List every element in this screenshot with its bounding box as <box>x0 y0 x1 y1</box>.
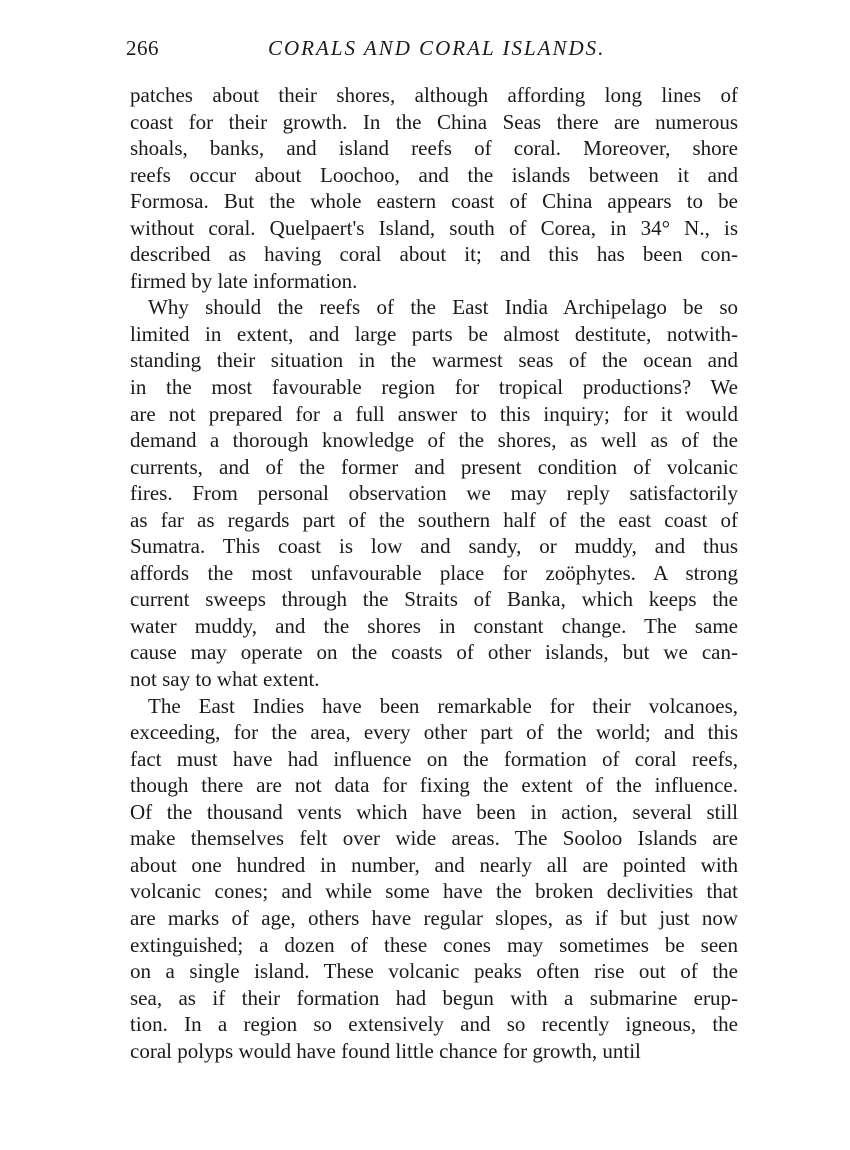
text-line: current sweeps through the Straits of Banka, which keeps the <box>130 587 738 612</box>
text-line: Formosa. But the whole eastern coast of China appears to be <box>130 189 738 214</box>
running-head <box>126 36 738 66</box>
text-line: exceeding, for the area, every other part of the world; and this <box>130 720 738 745</box>
text-line: tion. In a region so extensively and so recently igneous, the <box>130 1012 738 1037</box>
text-line: Of the thousand vents which have been in action, several still <box>130 799 738 824</box>
page-number: 266 <box>126 36 159 60</box>
text-line: as far as regards part of the southern half of the east coast of <box>130 507 738 532</box>
text-line: about one hundred in number, and nearly all are pointed with <box>130 852 738 877</box>
text-line: without coral. Quelpaert's Island, south of Corea, in 34° N., is <box>130 215 738 240</box>
text-line: limited in extent, and large parts be almost destitute, notwith- <box>130 321 738 346</box>
body-text <box>130 82 738 1064</box>
text-line: sea, as if their formation had begun with a submarine erup- <box>130 985 738 1010</box>
text-line: cause may operate on the coasts of other islands, but we can- <box>130 640 738 665</box>
text-line: are not prepared for a full answer to this inquiry; for it would <box>130 401 738 426</box>
paragraph <box>130 693 738 1065</box>
text-line: demand a thorough knowledge of the shores, as well as of the <box>130 428 738 453</box>
text-line: currents, and of the former and present condition of volcanic <box>130 454 738 479</box>
text-line: make themselves felt over wide areas. The Sooloo Islands are <box>130 826 738 851</box>
paragraph <box>130 294 738 692</box>
text-line: water muddy, and the shores in constant change. The same <box>130 613 738 638</box>
text-line: fact must have had influence on the formation of coral reefs, <box>130 746 738 771</box>
paragraph <box>130 82 738 294</box>
text-line: on a single island. These volcanic peaks often rise out of the <box>130 959 738 984</box>
text-line: coast for their growth. In the China Seas there are numerous <box>130 109 738 134</box>
text-line: standing their situation in the warmest seas of the ocean and <box>130 348 738 373</box>
text-line: extinguished; a dozen of these cones may sometimes be seen <box>130 932 738 957</box>
text-line: though there are not data for fixing the extent of the influence. <box>130 773 738 798</box>
text-line: coral polyps would have found little chance for growth, until <box>130 1038 641 1063</box>
text-line: The East Indies have been remarkable for their volcanoes, <box>148 693 738 718</box>
text-line: Sumatra. This coast is low and sandy, or muddy, and thus <box>130 534 738 559</box>
text-line: described as having coral about it; and this has been con- <box>130 242 738 267</box>
text-line: Why should the reefs of the East India Archipelago be so <box>148 295 738 320</box>
text-line: patches about their shores, although affording long lines of <box>130 83 738 107</box>
text-line: are marks of age, others have regular slopes, as if but just now <box>130 905 738 930</box>
text-line: not say to what extent. <box>130 667 320 692</box>
text-line: fires. From personal observation we may reply satisfactorily <box>130 481 738 506</box>
text-line: in the most favourable region for tropical productions? We <box>130 375 738 400</box>
text-line: firmed by late information. <box>130 268 358 293</box>
text-line: shoals, banks, and island reefs of coral. Moreover, shore <box>130 136 738 161</box>
running-title: CORALS AND CORAL ISLANDS. <box>268 36 606 60</box>
text-line: reefs occur about Loochoo, and the islands between it and <box>130 162 738 187</box>
text-line: affords the most unfavourable place for zoöphytes. A strong <box>130 560 738 585</box>
text-line: volcanic cones; and while some have the broken declivities that <box>130 879 738 904</box>
